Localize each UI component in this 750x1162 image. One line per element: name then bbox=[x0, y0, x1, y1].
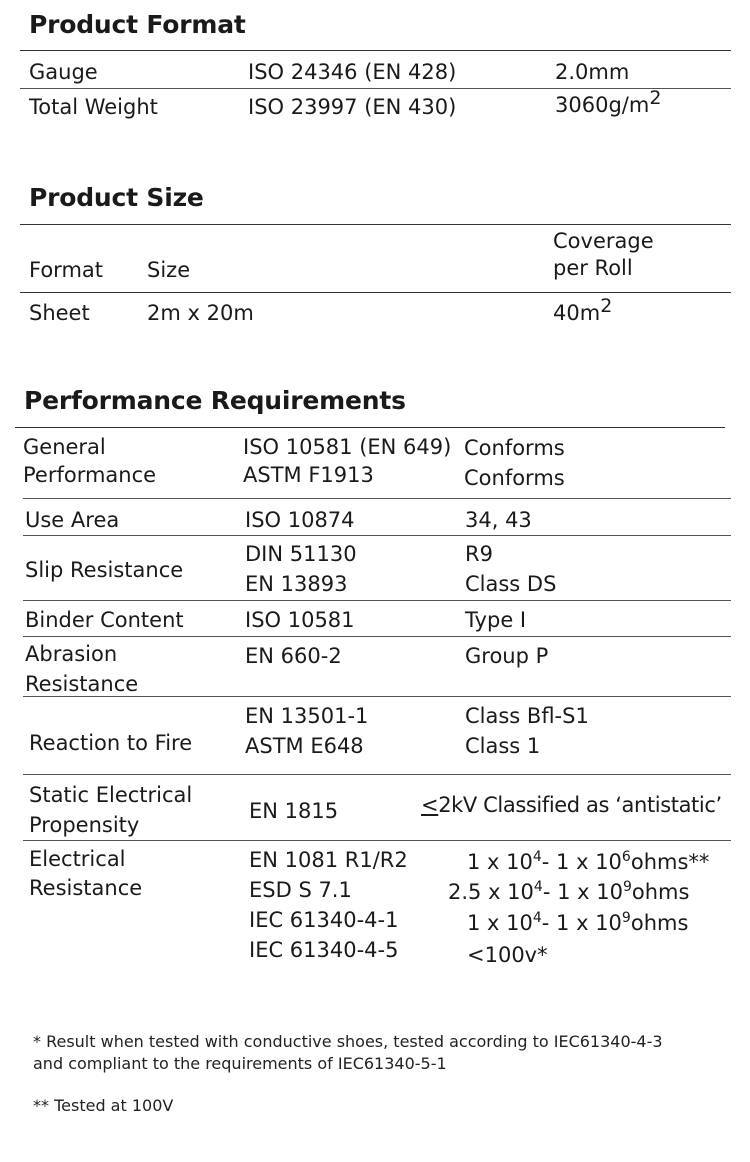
electrical-resistance-standards: EN 1081 R1/R2 ESD S 7.1 IEC 61340-4-1 IEC 61340-4-5 bbox=[249, 848, 408, 962]
row-divider bbox=[23, 774, 731, 775]
row-divider bbox=[23, 535, 731, 536]
footnote-tested-100v: ** Tested at 100V bbox=[33, 1096, 174, 1115]
performance-divider bbox=[15, 427, 725, 428]
row-divider bbox=[23, 696, 731, 697]
static-electrical-value: <2kV Classified as ‘antistatic’ bbox=[421, 793, 722, 817]
electrical-resistance-value-4: <100v* bbox=[467, 943, 548, 967]
general-performance-values: Conforms Conforms bbox=[464, 436, 565, 490]
product-size-heading: Product Size bbox=[29, 183, 204, 212]
binder-content-value: Type I bbox=[465, 608, 527, 632]
sheet-format: Sheet bbox=[29, 301, 90, 325]
performance-heading: Performance Requirements bbox=[24, 386, 406, 415]
weight-label: Total Weight bbox=[29, 95, 158, 119]
abrasion-resistance-label: Abrasion Resistance bbox=[25, 642, 139, 696]
reaction-to-fire-label: Reaction to Fire bbox=[29, 731, 193, 755]
gauge-label: Gauge bbox=[29, 60, 98, 84]
slip-resistance-label: Slip Resistance bbox=[25, 558, 184, 582]
use-area-standard: ISO 10874 bbox=[245, 508, 355, 532]
general-performance-label: General Performance bbox=[23, 435, 157, 487]
abrasion-resistance-value: Group P bbox=[465, 644, 549, 668]
product-format-row-divider bbox=[20, 88, 731, 89]
gauge-value: 2.0mm bbox=[555, 60, 630, 84]
general-performance-standards: ISO 10581 (EN 649) ASTM F1913 bbox=[243, 435, 452, 487]
row-divider bbox=[23, 600, 731, 601]
use-area-label: Use Area bbox=[25, 508, 120, 532]
coverage-header: Coverage per Roll bbox=[553, 229, 654, 280]
weight-value: 3060g/m2 bbox=[555, 87, 662, 117]
product-format-heading: Product Format bbox=[29, 10, 246, 39]
format-header: Format bbox=[29, 258, 104, 282]
row-divider bbox=[23, 840, 731, 841]
product-size-header-divider bbox=[20, 292, 731, 293]
electrical-resistance-label: Electrical Resistance bbox=[29, 847, 143, 900]
use-area-value: 34, 43 bbox=[465, 508, 532, 532]
sheet-size: 2m x 20m bbox=[147, 301, 254, 325]
binder-content-label: Binder Content bbox=[25, 608, 184, 632]
static-electrical-label: Static Electrical Propensity bbox=[29, 783, 193, 837]
footnote-conductive-shoes: * Result when tested with conductive shoes, tested according to IEC61340-4-3 and compliant to the requirements of IEC61340-5-1 bbox=[33, 1032, 663, 1073]
weight-standard: ISO 23997 (EN 430) bbox=[248, 95, 457, 119]
row-divider bbox=[23, 636, 731, 637]
row-divider bbox=[23, 498, 731, 499]
size-header: Size bbox=[147, 258, 191, 282]
reaction-to-fire-values: Class Bfl-S1 Class 1 bbox=[465, 704, 589, 758]
product-format-divider bbox=[20, 50, 731, 51]
gauge-standard: ISO 24346 (EN 428) bbox=[248, 60, 457, 84]
slip-resistance-values: R9 Class DS bbox=[465, 542, 557, 596]
product-size-divider bbox=[20, 224, 731, 225]
reaction-to-fire-standards: EN 13501-1 ASTM E648 bbox=[245, 704, 369, 758]
binder-content-standard: ISO 10581 bbox=[245, 608, 355, 632]
sheet-coverage: 40m2 bbox=[553, 295, 613, 325]
static-electrical-standard: EN 1815 bbox=[249, 799, 339, 823]
slip-resistance-standards: DIN 51130 EN 13893 bbox=[245, 542, 357, 596]
electrical-resistance-value-2: 2.5 x $10^4-$ 1 x $10^9ohms$ bbox=[448, 879, 690, 904]
electrical-resistance-value-1: 1 x $10^4-$ 1 x $10^6ohms**$ bbox=[467, 849, 710, 874]
electrical-resistance-value-3: 1 x $10^4-$ 1 x $10^9ohms$ bbox=[467, 910, 689, 935]
abrasion-resistance-standard: EN 660-2 bbox=[245, 644, 342, 668]
